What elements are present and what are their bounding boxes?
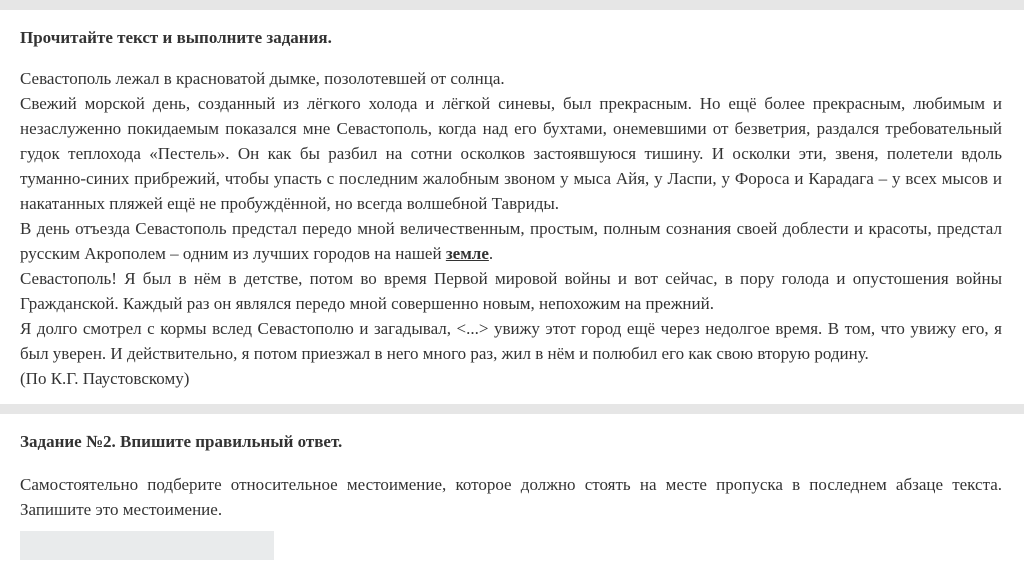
paragraph-3-end: .	[488, 244, 494, 263]
emphasized-word: земле	[445, 244, 489, 263]
reading-heading: Прочитайте текст и выполните задания.	[20, 28, 332, 47]
task-text: Самостоятельно подберите относительное местоимение, которое должно стоять на месте пропуска в последнем абзаце текста. Запишите это местоимение.	[20, 475, 1002, 519]
paragraph-2: Свежий морской день, созданный из лёгкого холода и лёгкой синевы, был прекрасным. Но ещё более прекрасным, любимым и незаслуженно покидаемым показался мне Севастополь, когда над его бухтами, онемевшими от безветрия, раздался требовательный гудок теплохода «Пестель». Он как бы разбил на сотни осколков застоявшуюся тишину. И осколки эти, звеня, полетели вдоль туманно-синих прибрежий, чтобы упасть с последним жалобным звоном у мыса Айя, у Ласпи, у Фороса и Карадага – у всех мысов и накатанных пляжей ещё не пробуждённой, но всегда волшебной Тавриды.	[20, 94, 1002, 213]
answer-input[interactable]	[20, 531, 274, 560]
paragraph-5: Я долго смотрел с кормы вслед Севастополю и загадывал, <...> увижу этот город ещё через недолгое время. В том, что увижу его, я был уверен. И действительно, я потом приезжал в него много раз, жил в нём и полюбил его как свою вторую родину.	[20, 319, 1002, 363]
source-attribution: (По К.Г. Паустовскому)	[20, 369, 190, 388]
top-bar	[0, 0, 1024, 10]
task-block	[20, 432, 1002, 522]
reading-text-block	[20, 28, 1002, 391]
paragraph-3	[20, 216, 1002, 266]
reading-text	[20, 66, 1002, 391]
paragraph-4: Севастополь! Я был в нём в детстве, потом во время Первой мировой войны и вот сейчас, в пору голода и опустошения войны Гражданской. Каждый раз он являлся передо мной совершенно новым, непохожим на прежний.	[20, 269, 1002, 313]
task-heading: Задание №2. Впишите правильный ответ.	[20, 432, 343, 451]
paragraph-1: Севастополь лежал в красноватой дымке, позолотевшей от солнца.	[20, 69, 505, 88]
paragraph-3-start: В день отъезда Севастополь предстал передо мной величественным, простым, полным сознания своей доблести и красоты, предстал русским Акрополем – одним из лучших городов на нашей	[20, 219, 1002, 263]
section-divider	[0, 404, 1024, 414]
